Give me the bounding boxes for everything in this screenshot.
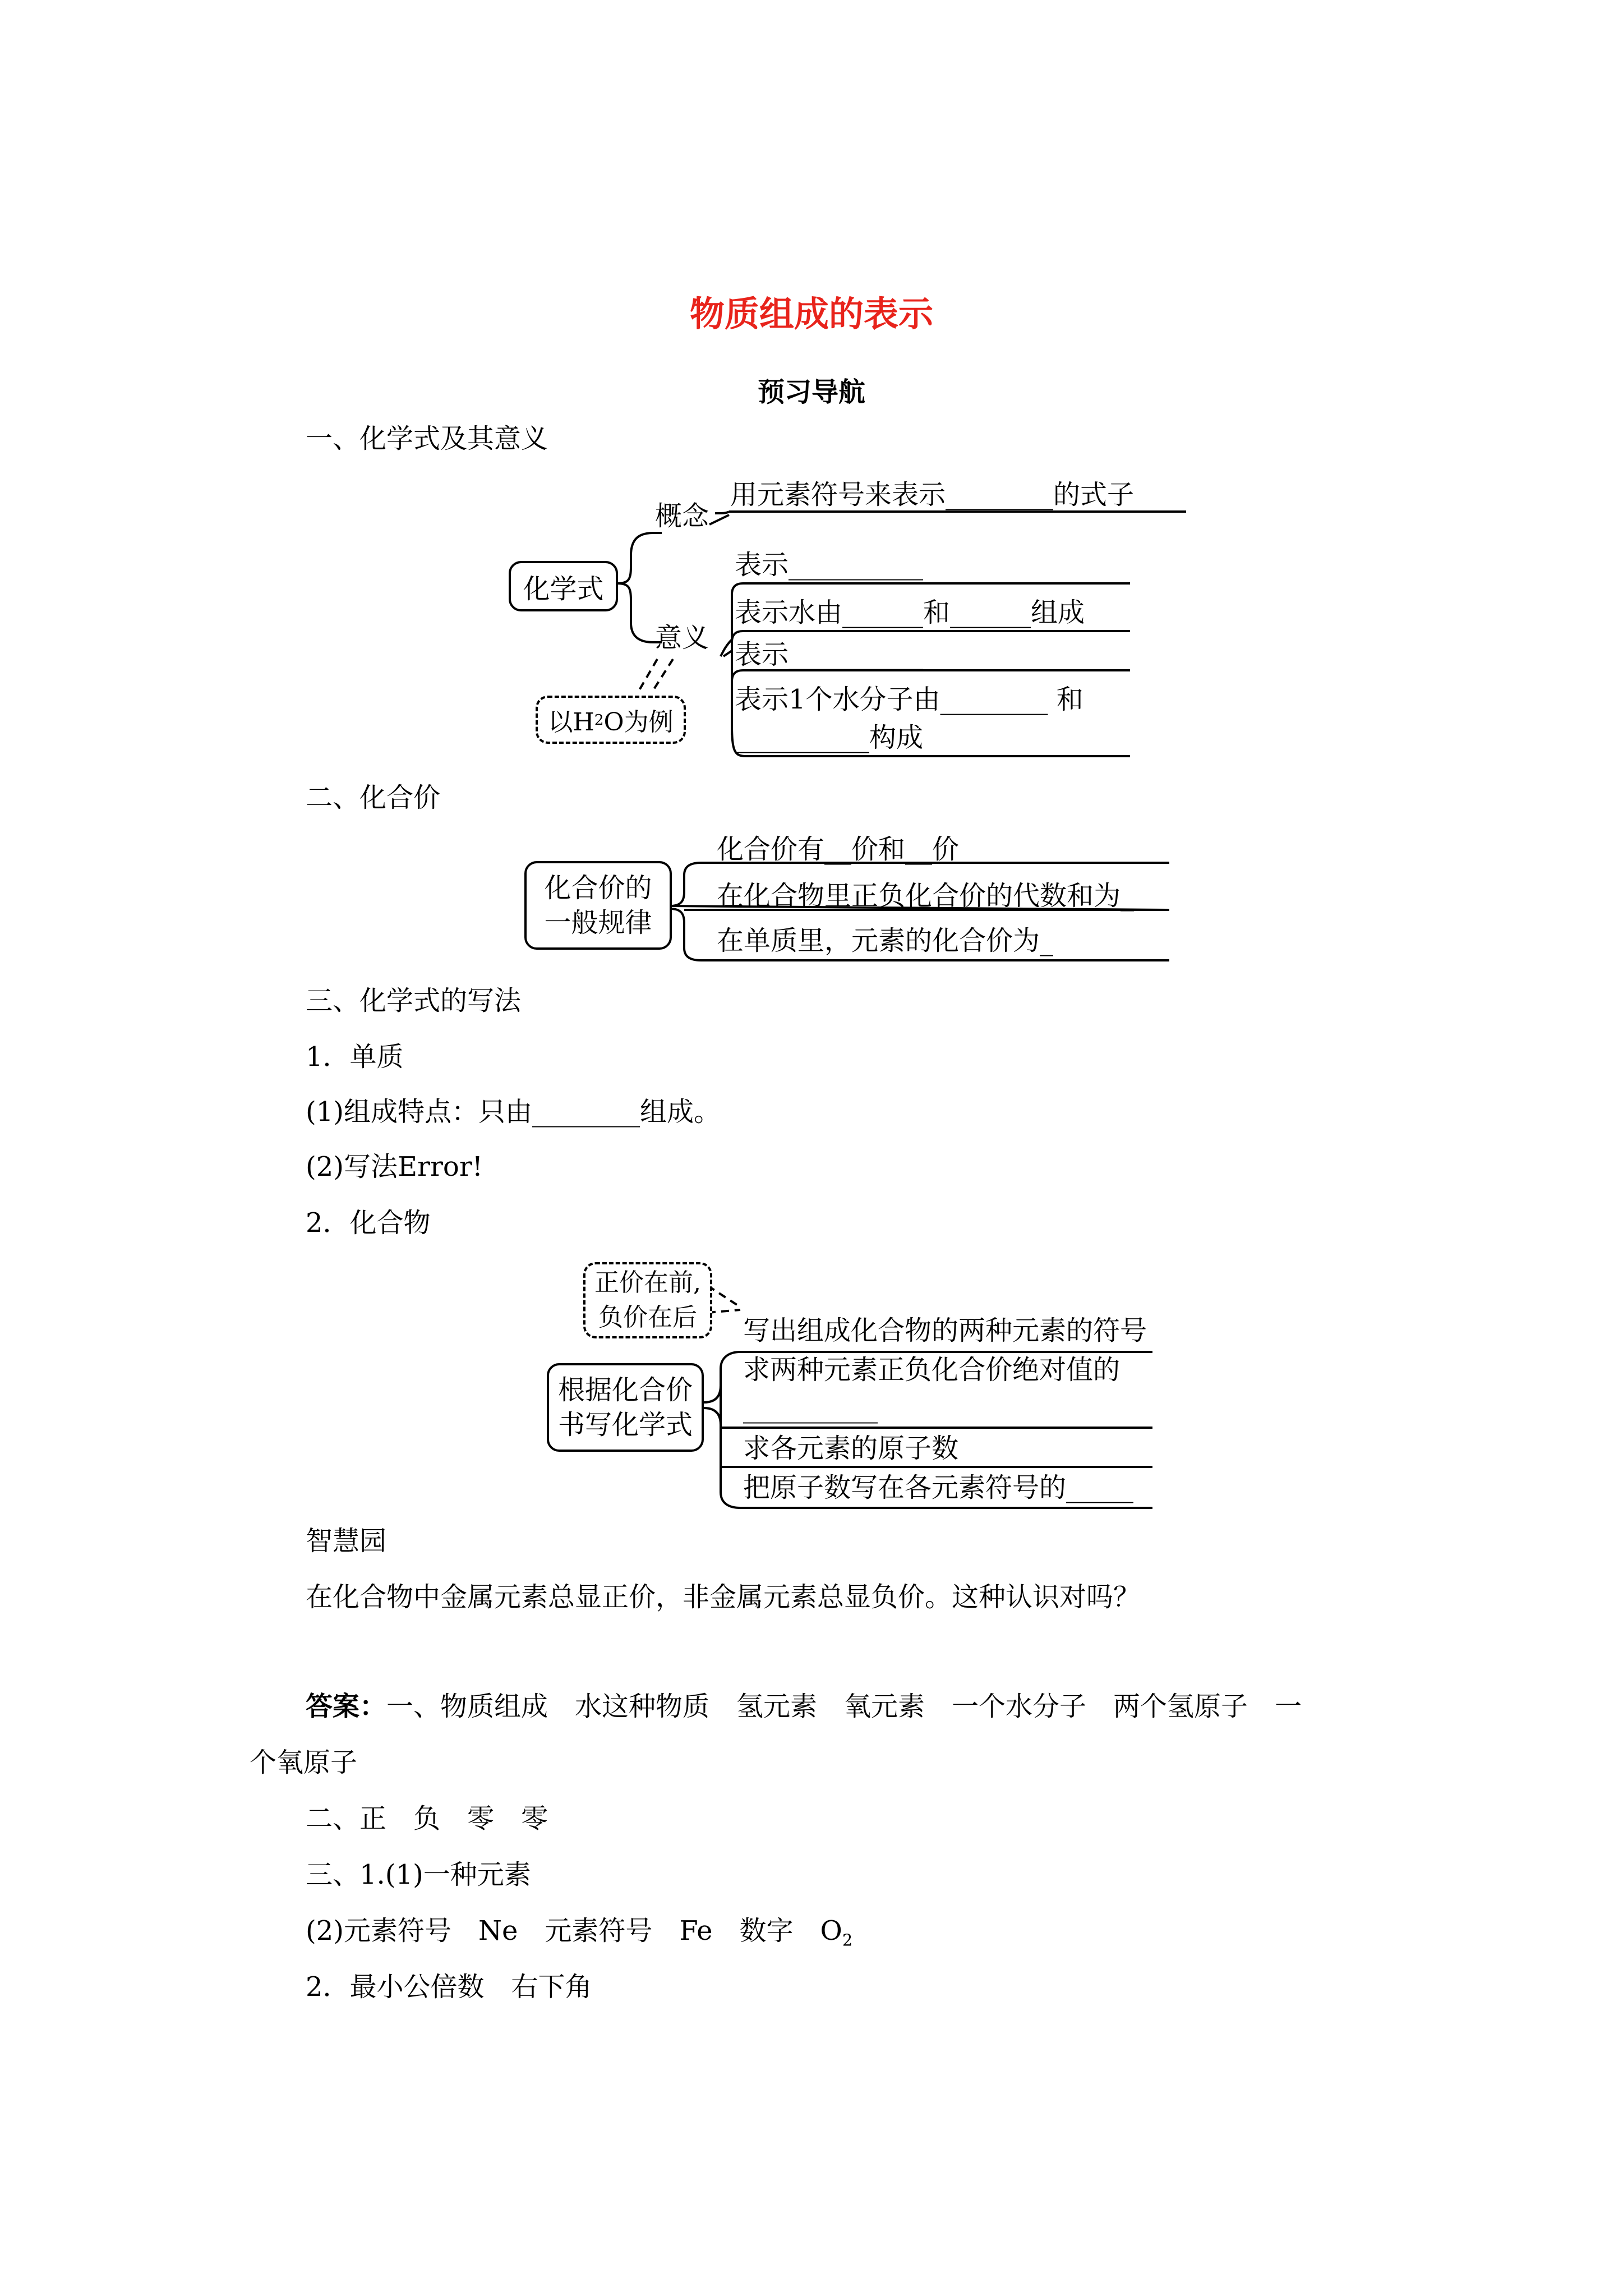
writing-step-3: 求各元素的原子数 [743,1433,959,1464]
section3-heading: 三、化学式的写法 [306,985,522,1016]
order-note-line2: 负价在后 [598,1303,697,1332]
page-title: 物质组成的表示 [689,293,933,334]
answers-line-4-text: (2)元素符号 Ne 元素符号 Fe 数字 O [306,1915,842,1947]
wisdom-heading: 智慧园 [306,1525,387,1557]
meaning-line-5: __________构成 [735,722,924,753]
valence-root-box [524,861,672,950]
meaning-line-3: 表示__________ [735,639,924,670]
wisdom-question: 在化合物中金属元素总显正价，非金属元素总显负价。这种认识对吗？ [306,1581,1141,1613]
section1-heading: 一、化学式及其意义 [306,423,548,454]
meaning-line-1: 表示__________ [735,549,924,581]
meaning-line-4: 表示1个水分子由________ 和 [735,684,1083,715]
concept-line: 用元素符号来表示________的式子 [730,479,1135,510]
formula-root-box [509,561,618,611]
writing-step-1: 写出组成化合物的两种元素的符号 [743,1315,1147,1346]
answers-line-3: 三、1.(1)一种元素 [306,1859,531,1890]
writing-step-2: 求两种元素正负化合价绝对值的 [743,1354,1121,1386]
answers-line-4 [306,1913,852,1958]
valence-root-line1: 化合价的 [544,872,652,904]
item-simple-composition: (1)组成特点：只由________组成。 [306,1096,721,1128]
valence-rule-1: 化合价有__价和__价 [717,834,960,865]
valence-root-line2: 一般规律 [544,907,652,938]
answers-line-1-text: 一、物质组成 水这种物质 氢元素 氧元素 一个水分子 两个氢原子 一 [386,1691,1302,1722]
writing-root-box [547,1363,704,1452]
valence-rule-2: 在化合物里正负化合价的代数和为_ [717,880,1135,912]
concept-branch-label: 概念 [655,500,709,532]
valence-rule-3: 在单质里，元素的化合价为_ [717,925,1054,956]
water-example-box [536,696,686,744]
page-subtitle: 预习导航 [757,376,865,408]
order-note-line1: 正价在前, [594,1268,701,1297]
writing-root-line2: 书写化学式 [557,1409,693,1441]
answers-line-5: 2．最小公倍数 右下角 [306,1971,592,2003]
water-example-prefix: 以H [548,708,594,737]
answers-line-1-cont: 个氧原子 [250,1747,358,1778]
order-note-box [583,1262,712,1338]
item-compound: 2．化合物 [306,1207,431,1239]
answers-line-2: 二、正 负 零 零 [306,1803,548,1834]
answers-line-4-sub: 2 [842,1930,853,1950]
writing-root-line1: 根据化合价 [557,1374,693,1406]
item-simple-substance: 1．单质 [306,1041,404,1073]
section2-heading: 二、化合价 [306,782,441,813]
meaning-line-2: 表示水由______和______组成 [735,597,1085,628]
writing-step-4: 把原子数写在各元素符号的_____ [743,1472,1134,1503]
writing-step-2-blank: __________ [743,1392,878,1424]
answers-line-1 [306,1688,1302,1724]
water-example-suffix: O为例 [603,708,674,737]
answers-label: 答案： [306,1691,387,1722]
water-example-sub: 2 [594,711,604,729]
meaning-branch-label: 意义 [655,622,709,654]
formula-root-label: 化学式 [523,573,604,605]
item-simple-writing: (2)写法Error! [306,1151,483,1182]
